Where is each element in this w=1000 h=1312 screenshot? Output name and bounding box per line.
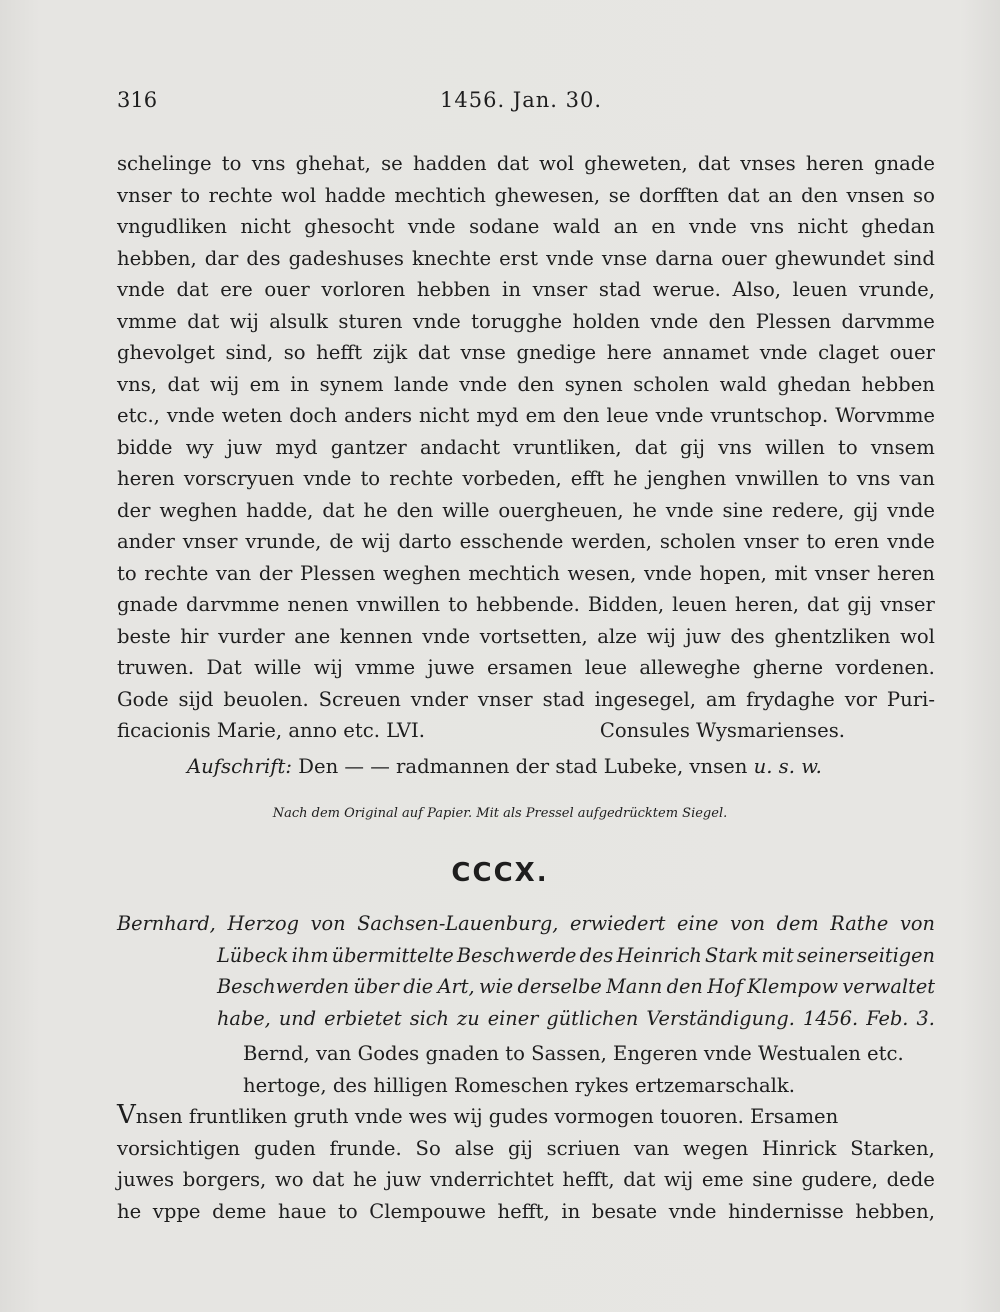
body-line: ghevolget sind, so hefft zijk dat vnse gnedige here annamet vnde claget ouer bbox=[117, 341, 935, 364]
running-date: 1456. Jan. 30. bbox=[440, 88, 603, 112]
regest-line: Bernhard, Herzog von Sachsen-Lauenburg, erwiedert eine von dem Rathe von bbox=[117, 912, 935, 935]
closing-date: ficacionis Marie, anno etc. LVI. bbox=[117, 719, 426, 742]
body-line: vnde dat ere ouer vorloren hebben in vnser stad werue. Also, leuen vrunde, bbox=[117, 278, 935, 301]
salutation-line: hertoge, des hilligen Romeschen rykes ertzemarschalk. bbox=[243, 1073, 796, 1097]
body-line: etc., vnde weten doch anders nicht myd em den leue vnde vruntschop. Worvmme bbox=[117, 404, 935, 427]
letter-first-line bbox=[117, 1100, 935, 1133]
letter-line: he vppe deme haue to Clempouwe hefft, in besate vnde hindernisse hebben, bbox=[117, 1199, 935, 1223]
body-line: vns, dat wij em in synem lande vnde den synen scholen wald ghedan hebben bbox=[117, 372, 935, 396]
drop-capital: V bbox=[117, 1100, 136, 1130]
body-line: vnser to rechte wol hadde mechtich ghewesen, se dorfften dat an den vnsen so bbox=[117, 183, 935, 207]
body-line: hebben, dar des gadeshuses knechte erst vnde vnse darna ouer ghewundet sind bbox=[117, 246, 935, 270]
body-line: beste hir vurder ane kennen vnde vortsetten, alze wij juw des ghentzliken wol bbox=[117, 624, 935, 648]
closing-line bbox=[117, 715, 935, 747]
body-line: gnade darvmme nenen vnwillen to hebbende. Bidden, leuen heren, dat gij vnser bbox=[117, 593, 935, 616]
source-note: Nach dem Original auf Papier. Mit als Pressel aufgedrücktem Siegel. bbox=[272, 806, 728, 821]
address-abbrev: u. s. w. bbox=[753, 755, 822, 778]
body-line: Gode sijd beuolen. Screuen vnder vnser stad ingesegel, am frydaghe vor Puri- bbox=[117, 687, 935, 711]
sender-signature: Consules Wysmarienses. bbox=[599, 719, 845, 742]
regest-line: Beschwerden über die Art, wie derselbe Mann den Hof Klempow verwaltet bbox=[217, 975, 935, 998]
salutation bbox=[243, 1038, 904, 1101]
regest-line: Lübeck ihm übermittelte Beschwerde des Heinrich Stark mit seinerseitigen bbox=[217, 943, 935, 967]
letter-continuation bbox=[117, 148, 935, 747]
letter-line: juwes borgers, wo dat he juw vnderrichtet hefft, dat wij eme sine gudere, dede bbox=[117, 1168, 935, 1191]
page-number: 316 bbox=[117, 88, 158, 112]
body-line: to rechte van der Plessen weghen mechtich wesen, vnde hopen, mit vnser heren bbox=[117, 561, 935, 585]
letter-line: vorsichtigen guden frunde. So alse gij scriuen van wegen Hinrick Starken, bbox=[117, 1136, 935, 1160]
body-line: bidde wy juw myd gantzer andacht vruntliken, dat gij vns willen to vnsem bbox=[117, 435, 935, 459]
regest-line: habe, und erbietet sich zu einer gütlichen Verständigung. 1456. Feb. 3. bbox=[217, 1006, 935, 1030]
body-line: der weghen hadde, dat he den wille ouergheuen, he vnde sine redere, gij vnde bbox=[117, 498, 935, 522]
letter-first-line-text: nsen fruntliken gruth vnde wes wij gudes vormogen touoren. Ersamen bbox=[135, 1105, 839, 1128]
body-line: truwen. Dat wille wij vmme juwe ersamen leue alleweghe gherne vordenen. bbox=[117, 656, 935, 679]
salutation-line: Bernd, van Godes gnaden to Sassen, Engeren vnde Westualen etc. bbox=[243, 1042, 904, 1065]
regest-summary bbox=[117, 908, 935, 1034]
document-number: CCCX. bbox=[451, 858, 549, 888]
page-header bbox=[117, 88, 935, 118]
address-text: Den — — radmannen der stad Lubeke, vnsen bbox=[298, 755, 748, 778]
body-line: schelinge to vns ghehat, se hadden dat wol gheweten, dat vnses heren gnade bbox=[117, 152, 935, 175]
letter-text bbox=[117, 1100, 935, 1227]
body-line: vngudliken nicht ghesocht vnde sodane wald an en vnde vns nicht ghedan bbox=[117, 215, 935, 238]
body-line: vmme dat wij alsulk sturen vnde torugghe holden vnde den Plessen darvmme bbox=[117, 309, 935, 333]
body-line: heren vorscryuen vnde to rechte vorbeden, efft he jenghen vnwillen to vns van bbox=[117, 467, 935, 490]
address-label: Aufschrift: bbox=[187, 755, 293, 778]
body-line: ander vnser vrunde, de wij darto esschende werden, scholen vnser to eren vnde bbox=[117, 530, 935, 553]
address-line bbox=[187, 755, 822, 778]
